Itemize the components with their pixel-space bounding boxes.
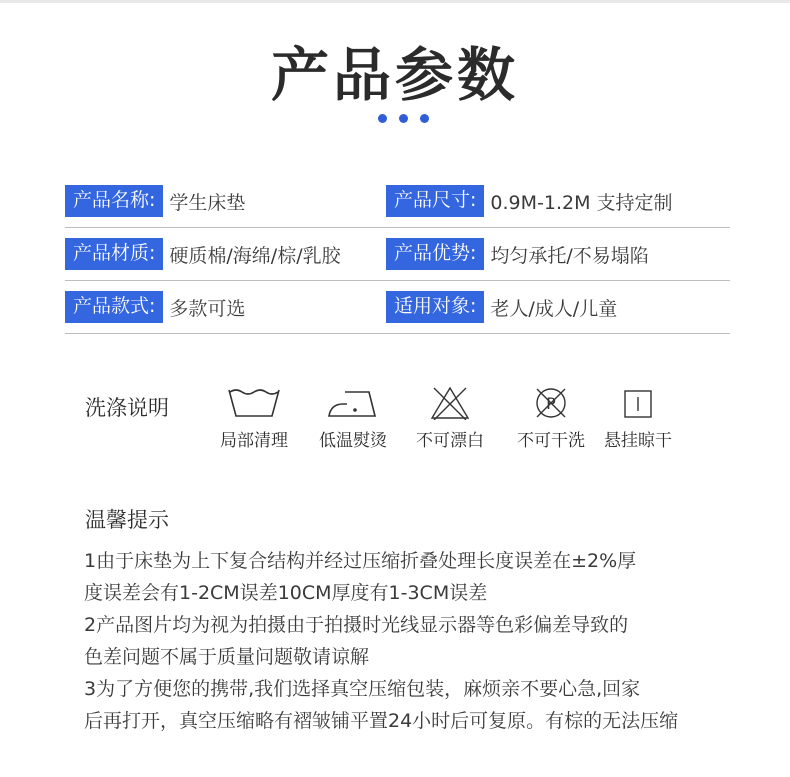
wash-label: 局部清理 — [220, 431, 288, 451]
tips-text — [84, 545, 790, 737]
low-iron-icon — [325, 386, 381, 420]
hang-dry-icon — [610, 386, 666, 420]
wash-label: 不可干洗 — [517, 431, 585, 451]
param-label: 产品优势: — [386, 238, 484, 270]
param-label: 产品尺寸: — [386, 185, 484, 217]
param-value: 学生床垫 — [169, 191, 246, 214]
param-row — [65, 175, 730, 228]
wash-title: 洗涤说明 — [85, 396, 169, 420]
param-value: 硬质棉/海绵/棕/乳胶 — [169, 244, 341, 267]
param-value: 0.9M-1.2M 支持定制 — [490, 191, 673, 214]
param-value: 均匀承托/不易塌陷 — [490, 244, 649, 267]
wash-label: 悬挂晾干 — [604, 431, 672, 451]
param-row — [65, 228, 730, 281]
hand-wash-icon — [226, 386, 282, 420]
tips-line: 色差问题不属于质量问题敬请谅解 — [84, 646, 370, 668]
wash-item-hang-dry — [588, 386, 688, 451]
title-dots — [378, 114, 429, 123]
param-label: 产品款式: — [65, 291, 163, 323]
tips-line: 1由于床垫为上下复合结构并经过压缩折叠处理长度误差在±2%厚 — [84, 550, 637, 572]
tips-title: 温馨提示 — [85, 508, 169, 532]
tips-line: 3为了方便您的携带,我们选择真空压缩包装，麻烦亲不要心急,回家 — [84, 678, 641, 700]
no-bleach-icon — [422, 386, 478, 420]
param-row — [65, 281, 730, 334]
param-value: 多款可选 — [169, 297, 246, 320]
param-label: 产品名称: — [65, 185, 163, 217]
no-dry-clean-icon — [523, 386, 579, 420]
param-label: 产品材质: — [65, 238, 163, 270]
tips-line: 度误差会有1-2CM误差10CM厚度有1-3CM误差 — [84, 582, 488, 604]
param-value: 老人/成人/儿童 — [490, 297, 618, 320]
wash-item-no-dry-clean — [501, 386, 601, 451]
wash-label: 不可漂白 — [416, 431, 484, 451]
param-label: 适用对象: — [386, 291, 484, 323]
page-title: 产品参数 — [270, 41, 519, 109]
wash-item-hand-wash — [204, 386, 304, 451]
top-divider — [0, 0, 790, 3]
tips-line: 2产品图片均为视为拍摄由于拍摄时光线显示器等色彩偏差导致的 — [84, 614, 629, 636]
wash-item-no-bleach — [400, 386, 500, 451]
svg-text:P: P — [546, 394, 556, 413]
tips-line: 后再打开，真空压缩略有褶皱铺平置24小时后可复原。有棕的无法压缩 — [84, 710, 679, 732]
wash-item-low-iron — [303, 386, 403, 451]
wash-label: 低温熨烫 — [319, 431, 387, 451]
